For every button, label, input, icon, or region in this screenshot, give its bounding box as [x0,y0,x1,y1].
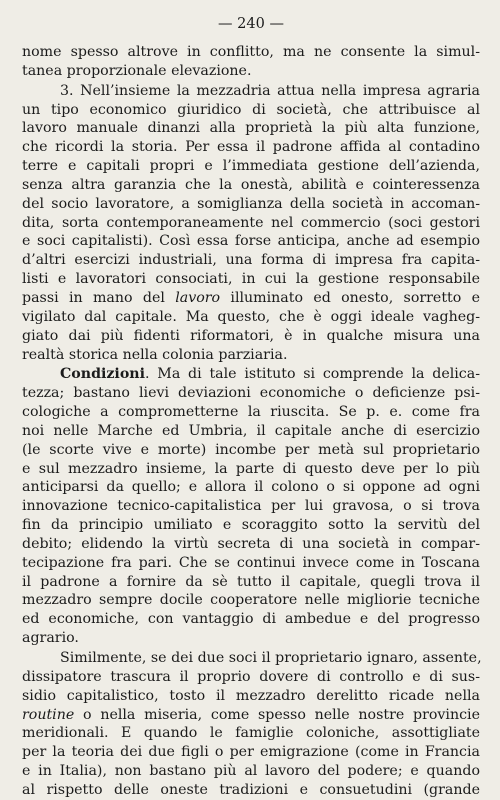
text-line: agrario. [22,630,79,647]
text-line: noi nelle Marche ed Umbria, il capitale anche di esercizio [22,422,480,439]
body-text [22,43,480,800]
text-line: giato dai più fidenti riformatori, è in qualche misura una [22,327,480,344]
text-line: realtà storica nella colonia parziaria. [22,346,288,363]
text-line: passi in mano del lavoro illuminato ed onesto, sorretto e [22,289,480,306]
text-line: listi e lavoratori consociati, in cui la gestione responsabile [22,271,480,288]
text-line: cologiche a comprometterne la riuscita. Se p. e. come fra [22,404,480,421]
text-line: routine o nella miseria, come spesso nelle nostre provincie [22,706,480,723]
text-line: ed economiche, con vantaggio di ambedue e del progresso [22,611,480,628]
text-line: fin da principio umiliato e scoraggito sotto la servitù del [22,517,480,534]
text-line: terre e capitali propri e l’immediata gestione dell’azienda, [22,158,480,175]
text-line: Similmente, se dei due soci il proprietario ignaro, assente, [60,650,482,666]
section-heading: Condizioni [60,366,145,383]
text-line: nome spesso altrove in conflitto, ma ne consente la simul- [22,44,480,60]
text-line: 3. Nell’insieme la mezzadria attua nella impresa agraria [60,82,480,99]
text-line: al rispetto delle oneste tradizioni e consuetudini (grande [22,781,480,798]
text-line: un tipo economico giuridico di società, che attribuisce al [22,101,480,118]
text-line: dita, sorta contemporaneamente nel commercio (soci gestori [22,214,480,231]
paragraph-2 [22,82,480,365]
text-line: tezza; bastano lievi deviazioni economiche o deficienze psi- [22,385,480,402]
text-line: e in Italia), non bastano più al lavoro del podere; e quando [22,763,480,780]
text-line: mezzadro sempre docile cooperatore nelle migliorie tecniche [22,592,480,609]
text-line: tecipazione fra pari. Che se continui invece come in Toscana [22,554,480,571]
text-line: (le scorte vive e morte) incombe per metà sul proprietario [22,441,480,458]
paragraph-4 [22,649,480,800]
italic-word: lavoro [175,289,221,306]
text-line: del socio lavoratore, a somiglianza della società in accoman- [22,195,480,212]
text-line: lavoro manuale dinanzi alla proprietà la più alta funzione, [22,120,480,137]
text-line: meridionali. E quando le famiglie coloniche, assottigliate [22,725,480,742]
text-line: innovazione tecnico-capitalistica per lui gravosa, o si trova [22,498,480,515]
text-line: e soci capitalisti). Così essa forse anticipa, anche ad esempio [22,233,480,250]
text-line: Condizioni. Ma di tale istituto si comprende la delica- [60,366,480,383]
text-line: per la teoria dei due figli o per emigrazione (come in Francia [22,744,480,761]
italic-word: routine [22,706,75,723]
text-line: anticiparsi da quello; e allora il colono o si oppone ad ogni [22,479,480,496]
text-line: il padrone a fornire da sè tutto il capitale, quegli trova il [22,573,480,590]
text-line: sidio capitalistico, tosto il mezzadro derelitto ricade nella [22,687,480,704]
text-line: che ricordi la storia. Per essa il padrone affida al contadino [22,139,480,156]
paragraph-3 [22,365,480,648]
text-line: debito; elidendo la virtù secreta di una società in compar- [22,535,480,552]
text-line: dissipatore trascura il proprio dovere di controllo e di sus- [22,668,480,685]
text-line: senza altra garanzia che la onestà, abilità e cointeressenza [22,176,480,193]
text-line: d’altri esercizi industriali, una forma di impresa fra capita- [22,252,480,269]
text-line: tanea proporzionale elevazione. [22,62,252,79]
text-line: e sul mezzadro insieme, la parte di questo deve per lo più [22,460,480,477]
paragraph-1 [22,43,480,81]
page-number: — 240 — [218,16,284,32]
text-line: vigilato dal capitale. Ma questo, che è oggi ideale vagheg- [22,308,480,325]
